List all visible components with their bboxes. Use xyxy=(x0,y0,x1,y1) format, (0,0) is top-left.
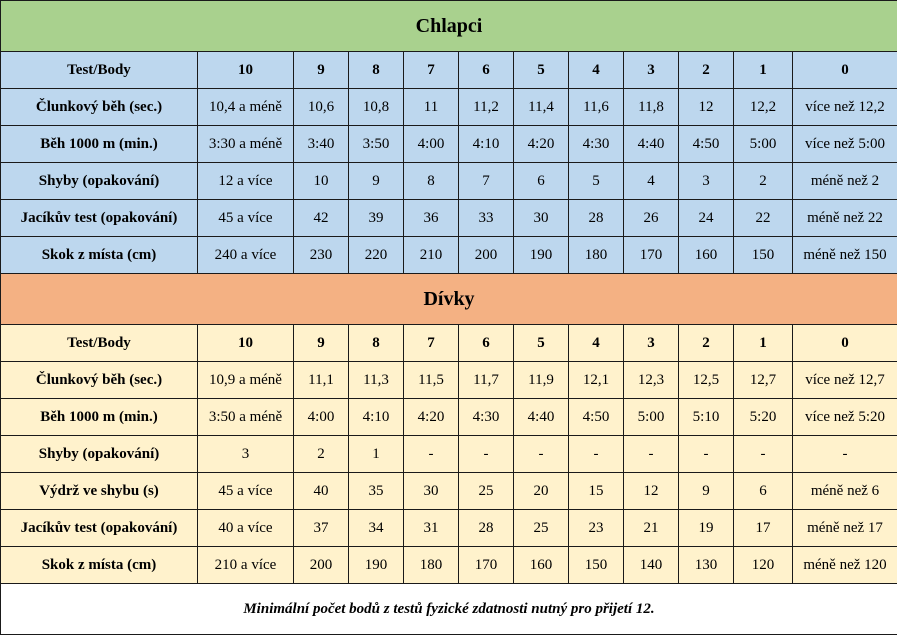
column-header-points: 3 xyxy=(624,325,679,362)
test-name-cell: Jacíkův test (opakování) xyxy=(1,510,198,547)
score-cell: 4:30 xyxy=(569,126,624,163)
score-cell: 12 xyxy=(679,89,734,126)
test-name-cell: Výdrž ve shybu (s) xyxy=(1,473,198,510)
column-header-points: 2 xyxy=(679,325,734,362)
score-cell: 12,2 xyxy=(734,89,793,126)
table-row xyxy=(1,436,897,473)
score-cell: 6 xyxy=(514,163,569,200)
score-cell: 2 xyxy=(294,436,349,473)
score-cell: 30 xyxy=(404,473,459,510)
test-name-cell: Skok z místa (cm) xyxy=(1,237,198,274)
score-cell: 11 xyxy=(404,89,459,126)
score-cell: 5:00 xyxy=(734,126,793,163)
score-cell: 12,5 xyxy=(679,362,734,399)
score-cell: 190 xyxy=(349,547,404,584)
score-cell: 140 xyxy=(624,547,679,584)
score-cell: 11,8 xyxy=(624,89,679,126)
column-header-points: 1 xyxy=(734,325,793,362)
test-name-cell: Jacíkův test (opakování) xyxy=(1,200,198,237)
column-header-points: 2 xyxy=(679,52,734,89)
score-cell: 5:00 xyxy=(624,399,679,436)
score-cell: 12,3 xyxy=(624,362,679,399)
score-cell: 35 xyxy=(349,473,404,510)
score-cell: 12,7 xyxy=(734,362,793,399)
column-header-points: 6 xyxy=(459,52,514,89)
test-name-cell: Shyby (opakování) xyxy=(1,163,198,200)
score-cell: 160 xyxy=(514,547,569,584)
score-cell: 4:40 xyxy=(514,399,569,436)
score-cell: 200 xyxy=(294,547,349,584)
score-cell: méně než 120 xyxy=(793,547,897,584)
score-cell: méně než 17 xyxy=(793,510,897,547)
score-cell: 11,4 xyxy=(514,89,569,126)
score-cell: - xyxy=(404,436,459,473)
table-row xyxy=(1,163,897,200)
table-row xyxy=(1,547,897,584)
column-header-points: 8 xyxy=(349,52,404,89)
girls-section-title: Dívky xyxy=(1,274,897,325)
footer-note: Minimální počet bodů z testů fyzické zdatnosti nutný pro přijetí 12. xyxy=(1,584,897,635)
score-cell: 17 xyxy=(734,510,793,547)
table-row xyxy=(1,200,897,237)
score-cell: méně než 22 xyxy=(793,200,897,237)
score-cell: 11,6 xyxy=(569,89,624,126)
score-cell: 28 xyxy=(459,510,514,547)
score-cell: 10,6 xyxy=(294,89,349,126)
girls-header-row xyxy=(1,325,897,362)
score-cell: 11,3 xyxy=(349,362,404,399)
score-cell: 4:20 xyxy=(514,126,569,163)
score-cell: 230 xyxy=(294,237,349,274)
score-cell: 180 xyxy=(404,547,459,584)
table-row xyxy=(1,237,897,274)
column-header-points: 9 xyxy=(294,325,349,362)
score-cell: 170 xyxy=(459,547,514,584)
score-cell: 12 a více xyxy=(198,163,294,200)
score-cell: méně než 6 xyxy=(793,473,897,510)
score-cell: 31 xyxy=(404,510,459,547)
score-cell: 180 xyxy=(569,237,624,274)
score-cell: 9 xyxy=(679,473,734,510)
score-cell: 4:50 xyxy=(569,399,624,436)
score-cell: 21 xyxy=(624,510,679,547)
test-name-cell: Člunkový běh (sec.) xyxy=(1,362,198,399)
table-row xyxy=(1,473,897,510)
test-name-cell: Skok z místa (cm) xyxy=(1,547,198,584)
score-cell: 3:50 xyxy=(349,126,404,163)
score-cell: - xyxy=(793,436,897,473)
test-name-cell: Běh 1000 m (min.) xyxy=(1,126,198,163)
column-header-points: 0 xyxy=(793,52,897,89)
score-cell: 12 xyxy=(624,473,679,510)
table-row xyxy=(1,362,897,399)
score-cell: 210 a více xyxy=(198,547,294,584)
boys-title-row xyxy=(1,1,897,52)
footer-row xyxy=(1,584,897,635)
score-cell: 11,2 xyxy=(459,89,514,126)
table-row xyxy=(1,399,897,436)
score-cell: 5:20 xyxy=(734,399,793,436)
score-cell: 10,9 a méně xyxy=(198,362,294,399)
girls-title-row xyxy=(1,274,897,325)
column-header-points: 7 xyxy=(404,52,459,89)
score-cell: více než 5:00 xyxy=(793,126,897,163)
score-cell: - xyxy=(624,436,679,473)
score-cell: - xyxy=(734,436,793,473)
score-cell: 36 xyxy=(404,200,459,237)
column-header-points: 10 xyxy=(198,52,294,89)
score-cell: 170 xyxy=(624,237,679,274)
score-cell: 4:40 xyxy=(624,126,679,163)
column-header-points: 10 xyxy=(198,325,294,362)
column-header-points: 0 xyxy=(793,325,897,362)
score-cell: 45 a více xyxy=(198,473,294,510)
test-name-cell: Člunkový běh (sec.) xyxy=(1,89,198,126)
column-header-points: 1 xyxy=(734,52,793,89)
score-cell: 130 xyxy=(679,547,734,584)
score-cell: 1 xyxy=(349,436,404,473)
score-cell: 30 xyxy=(514,200,569,237)
test-name-cell: Shyby (opakování) xyxy=(1,436,198,473)
score-cell: 39 xyxy=(349,200,404,237)
table-row xyxy=(1,510,897,547)
score-cell: 34 xyxy=(349,510,404,547)
score-cell: 190 xyxy=(514,237,569,274)
score-cell: 15 xyxy=(569,473,624,510)
score-cell: 40 xyxy=(294,473,349,510)
test-name-cell: Běh 1000 m (min.) xyxy=(1,399,198,436)
score-cell: - xyxy=(569,436,624,473)
score-cell: 9 xyxy=(349,163,404,200)
score-cell: 11,5 xyxy=(404,362,459,399)
score-cell: 25 xyxy=(514,510,569,547)
score-cell: 24 xyxy=(679,200,734,237)
score-cell: 6 xyxy=(734,473,793,510)
score-cell: 33 xyxy=(459,200,514,237)
column-header-points: 4 xyxy=(569,52,624,89)
score-cell: 37 xyxy=(294,510,349,547)
score-cell: 4:30 xyxy=(459,399,514,436)
score-cell: více než 5:20 xyxy=(793,399,897,436)
column-header-points: 7 xyxy=(404,325,459,362)
score-cell: 10 xyxy=(294,163,349,200)
score-cell: 10,4 a méně xyxy=(198,89,294,126)
score-cell: 3:50 a méně xyxy=(198,399,294,436)
score-cell: 240 a více xyxy=(198,237,294,274)
table-row xyxy=(1,89,897,126)
score-cell: 4:20 xyxy=(404,399,459,436)
score-cell: 11,1 xyxy=(294,362,349,399)
score-cell: méně než 2 xyxy=(793,163,897,200)
column-header-test: Test/Body xyxy=(1,325,198,362)
score-cell: 5 xyxy=(569,163,624,200)
score-cell: - xyxy=(679,436,734,473)
score-cell: 4 xyxy=(624,163,679,200)
score-cell: 150 xyxy=(569,547,624,584)
boys-section-title: Chlapci xyxy=(1,1,897,52)
score-cell: 5:10 xyxy=(679,399,734,436)
score-cell: 10,8 xyxy=(349,89,404,126)
score-cell: 11,7 xyxy=(459,362,514,399)
score-cell: 4:10 xyxy=(459,126,514,163)
score-cell: - xyxy=(514,436,569,473)
column-header-points: 5 xyxy=(514,52,569,89)
score-cell: 11,9 xyxy=(514,362,569,399)
column-header-points: 8 xyxy=(349,325,404,362)
score-cell: 28 xyxy=(569,200,624,237)
score-cell: 22 xyxy=(734,200,793,237)
score-cell: 3 xyxy=(198,436,294,473)
score-cell: 20 xyxy=(514,473,569,510)
score-cell: více než 12,2 xyxy=(793,89,897,126)
score-cell: 26 xyxy=(624,200,679,237)
score-cell: 4:10 xyxy=(349,399,404,436)
score-cell: 120 xyxy=(734,547,793,584)
score-cell: 3 xyxy=(679,163,734,200)
boys-header-row xyxy=(1,52,897,89)
score-cell: méně než 150 xyxy=(793,237,897,274)
table-body xyxy=(1,1,897,635)
score-cell: 45 a více xyxy=(198,200,294,237)
score-cell: 210 xyxy=(404,237,459,274)
score-cell: 19 xyxy=(679,510,734,547)
column-header-points: 9 xyxy=(294,52,349,89)
score-cell: 150 xyxy=(734,237,793,274)
score-cell: 25 xyxy=(459,473,514,510)
score-cell: 220 xyxy=(349,237,404,274)
score-cell: 8 xyxy=(404,163,459,200)
score-cell: 42 xyxy=(294,200,349,237)
score-cell: 4:50 xyxy=(679,126,734,163)
score-cell: 23 xyxy=(569,510,624,547)
score-cell: více než 12,7 xyxy=(793,362,897,399)
score-cell: - xyxy=(459,436,514,473)
column-header-points: 5 xyxy=(514,325,569,362)
score-cell: 12,1 xyxy=(569,362,624,399)
column-header-points: 4 xyxy=(569,325,624,362)
score-cell: 2 xyxy=(734,163,793,200)
table-row xyxy=(1,126,897,163)
score-cell: 3:30 a méně xyxy=(198,126,294,163)
score-cell: 160 xyxy=(679,237,734,274)
score-cell: 4:00 xyxy=(294,399,349,436)
score-cell: 40 a více xyxy=(198,510,294,547)
column-header-points: 3 xyxy=(624,52,679,89)
score-cell: 200 xyxy=(459,237,514,274)
score-cell: 7 xyxy=(459,163,514,200)
column-header-test: Test/Body xyxy=(1,52,198,89)
column-header-points: 6 xyxy=(459,325,514,362)
score-cell: 4:00 xyxy=(404,126,459,163)
score-cell: 3:40 xyxy=(294,126,349,163)
